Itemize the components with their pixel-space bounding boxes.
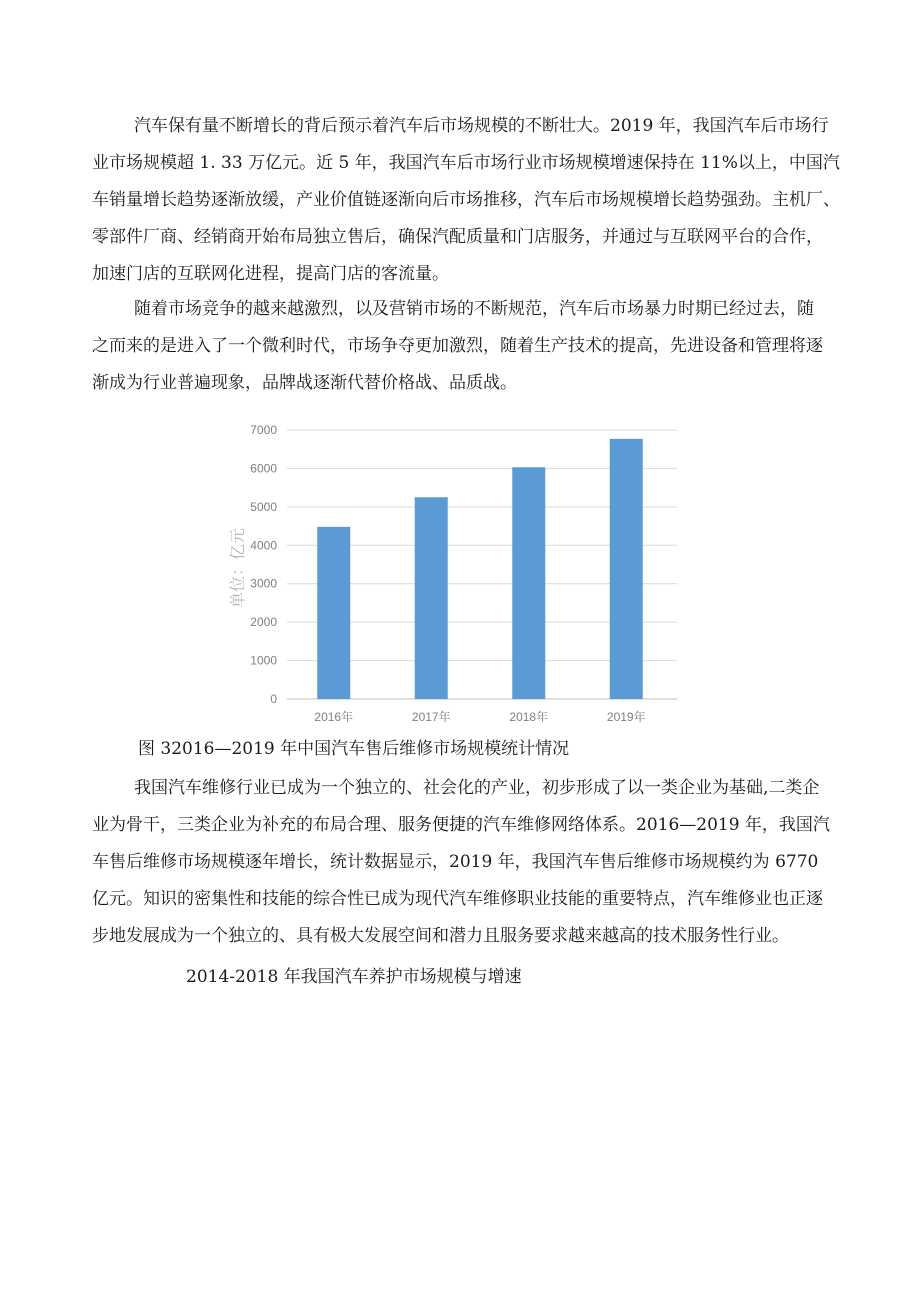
y-tick-label: 3000 [250,576,277,591]
x-tick-label: 2017年 [411,710,451,724]
text-line: 之而来的是进入了一个微利时代，市场争夺更加激烈，随着生产技术的提高，先进设备和管理将逐 [92,336,823,356]
y-tick-label: 2000 [250,615,277,630]
bar [415,497,448,699]
text-line: 零部件厂商、经销商开始布局独立售后，确保汽配质量和门店服务，并通过与互联网平台的合作， [92,227,823,247]
bar-chart-svg [215,418,685,730]
x-tick-label: 2019年 [606,710,646,724]
y-tick-label: 7000 [250,423,277,437]
bar-chart [215,418,685,730]
paragraph-market-scale [92,108,852,293]
section-subheading: 2014-2018 年我国汽车养护市场规模与增速 [186,967,522,987]
text-line: 车销量增长趋势逐渐放缓，产业价值链逐渐向后市场推移，汽车后市场规模增长趋势强劲。主机厂、 [92,190,840,210]
y-tick-label: 4000 [250,538,277,553]
x-tick-label: 2016年 [314,710,354,724]
y-tick-label: 1000 [250,653,277,668]
y-axis-label: 单位：亿元 [228,527,247,609]
figure-caption: 图 32016—2019 年中国汽车售后维修市场规模统计情况 [138,739,570,759]
bar [512,467,545,699]
y-tick-label: 5000 [250,499,277,514]
text-line: 业市场规模超 1. 33 万亿元。近 5 年，我国汽车后市场行业市场规模增速保持在 11%以上，中国汽 [92,153,840,173]
text-line: 步地发展成为一个独立的、具有极大发展空间和潜力且服务要求越来越高的技术服务性行业。 [92,926,789,946]
text-line: 汽车保有量不断增长的背后预示着汽车后市场规模的不断壮大。2019 年，我国汽车后市场行 [134,116,829,136]
bar [317,527,350,699]
text-line: 车售后维修市场规模逐年增长，统计数据显示，2019 年，我国汽车售后维修市场规模约为 6770 [92,852,819,872]
chart-bars [317,439,643,699]
text-line: 加速门店的互联网化进程，提高门店的客流量。 [92,264,449,284]
bar [610,439,643,699]
text-line: 渐成为行业普遍现象，品牌战逐渐代替价格战、品质战。 [92,373,517,393]
text-line: 随着市场竞争的越来越激烈，以及营销市场的不断规范，汽车后市场暴力时期已经过去，随 [134,299,814,319]
text-line: 我国汽车维修行业已成为一个独立的、社会化的产业，初步形成了以一类企业为基础,二类企 [134,778,820,798]
paragraph-repair-industry [92,770,852,955]
y-tick-label: 6000 [250,461,277,476]
paragraph-competition [92,291,852,402]
x-tick-label: 2018年 [509,710,549,724]
y-tick-label: 0 [270,692,277,706]
text-line: 业为骨干，三类企业为补充的布局合理、服务便捷的汽车维修网络体系。2016—2019 年，我国汽 [92,815,830,835]
text-line: 亿元。知识的密集性和技能的综合性已成为现代汽车维修职业技能的重要特点，汽车维修业也正逐 [92,889,823,909]
